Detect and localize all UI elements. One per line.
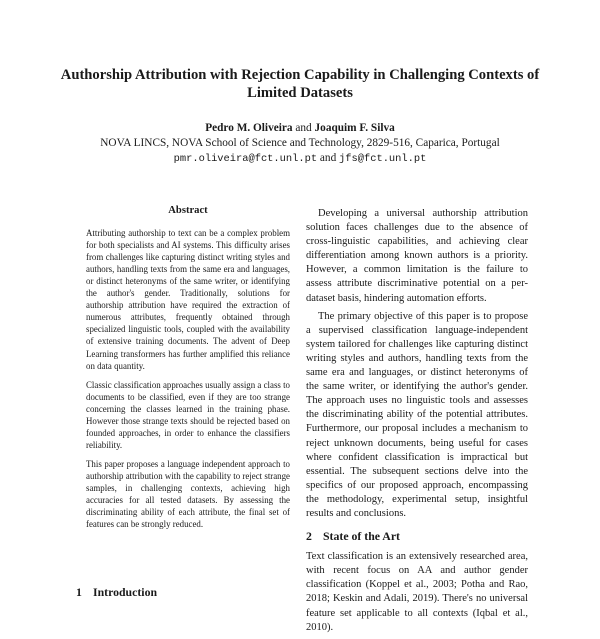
author-conjunction: and [295, 122, 312, 134]
author-block [40, 121, 560, 167]
body-paragraph: The primary objective of this paper is to propose a supervised classification language-independent system tailored for challenges like capturing distinct writing styles and authors, handling texts from the same era and languages, or distinct heteronyms of the same writer, or identifying the author's gender. The approach uses no linguistic tools and assesses the discriminating ability of the potential attributes. Furthermore, our proposal includes a mechanism to reject unknown documents, being useful for cases where confident classification is impractical but essential. The subsequent sections delve into the specifics of our proposed approach, encompassing the methodology, experimental setup, insightful results and conclusions. [306, 310, 528, 519]
section-number: 2 [306, 529, 312, 544]
section-title: Introduction [93, 585, 158, 599]
email-conjunction: and [319, 152, 337, 164]
abstract-paragraph: This paper proposes a language independent approach to authorship attribution with the capability to reject strange samples, in challenging contexts, achieving high accuracies for all tested datasets. By assessing the discriminating ability of each attribute, the final set of features can be strongly reduced. [86, 458, 290, 530]
abstract-paragraph: Classic classification approaches usually assign a class to documents to be classified, even if they are too strange concerning the classes learned in the training phase. However those strange texts should be rejected based on founded approaches, in order to enhance the classifiers reliability. [86, 379, 290, 450]
author-name-1: Pedro M. Oliveira [205, 122, 293, 134]
abstract-section [86, 205, 290, 537]
author-email-1: pmr.oliveira@fct.unl.pt [173, 153, 318, 165]
author-email-2: jfs@fct.unl.pt [339, 153, 427, 165]
state-of-the-art-heading [306, 529, 528, 543]
section-title: State of the Art [323, 529, 400, 544]
section-number: 1 [76, 585, 82, 599]
author-name-2: Joaquim F. Silva [314, 122, 395, 134]
body-paragraph: Text classification is an extensively researched area, with recent focus on AA and author gender classification (Koppel et al., 2003; Potha and Rao, 2018; Keskin and Adali, 2019). There's no universal feature set applicable to all contexts (Iqbal et al., 2010). [306, 551, 528, 633]
body-right-column [306, 207, 528, 639]
author-emails [40, 151, 560, 167]
paper-title: Authorship Attribution with Rejection Capability in Challenging Contexts of Limited Datasets [60, 67, 540, 101]
abstract-heading: Abstract [168, 205, 208, 216]
author-names [40, 121, 560, 136]
introduction-heading [76, 585, 157, 599]
affiliation: NOVA LINCS, NOVA School of Science and Technology, 2829-516, Caparica, Portugal [100, 137, 500, 149]
body-paragraph: Developing a universal authorship attribution solution faces challenges due to the absence of cross-linguistic capabilities, and achieving clear differentiation among known authors is a priority. However, a common limitation is the failure to assess attribute discriminative potential on a per-dataset basis, hindering automation efforts. [306, 208, 528, 304]
abstract-paragraph: Attributing authorship to text can be a complex problem for both specialists and AI systems. This difficulty arises from challenges like capturing distinct writing styles and authors, handling texts from the same era and languages, or distinct heteronyms of the same writer, or identifying the author's gender. Traditionally, solutions for authorship attribution have required the extraction of numerous attributes, frequently obtained through specialized linguistic tools, coupled with the availability of extensive training documents. The advent of Deep Learning transformers has further amplified this reliance on data quantity. [86, 228, 290, 371]
